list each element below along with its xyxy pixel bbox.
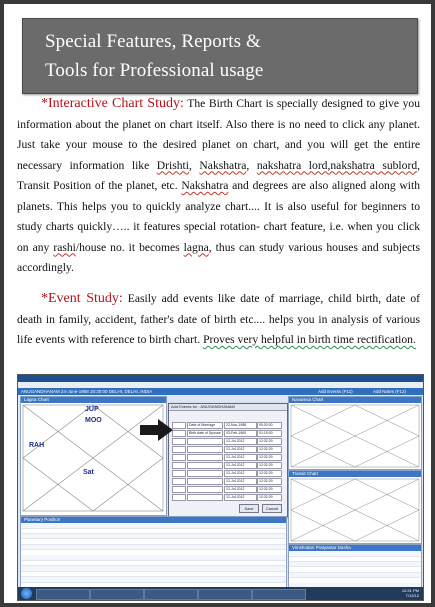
dialog-event-row[interactable] (172, 486, 284, 491)
name-strip-text: ANUGANDHANAM 24-June-1958 10:30:00 DELHI, DELHI, INDIA (21, 389, 153, 394)
interactive-text-1: The Birth Chart is specially designed to give you information about the planet on chart itself. Also there is no need to click any planet. Just take your mouse to the desired planet on chart, and you will get the entire necessary information like (17, 97, 420, 172)
event-checkbox[interactable] (172, 462, 186, 469)
event-select[interactable] (187, 454, 223, 461)
lagna-chart-pane[interactable] (20, 396, 167, 516)
event-time-field[interactable]: 12:32:29 (257, 478, 282, 485)
event-select[interactable]: Date of Marriage (187, 422, 223, 429)
taskbar-item[interactable] (144, 589, 198, 600)
event-date-field[interactable]: 12-Jul-2012 (224, 446, 257, 453)
taskbar-item[interactable] (252, 589, 306, 600)
event-date-field[interactable]: 12-Jul-2012 (224, 470, 257, 477)
nakshatra-lord-word: nakshatra lord,nakshatra sublord (256, 158, 418, 172)
event-heading: *Event Study: (41, 291, 123, 306)
name-strip (18, 388, 423, 395)
taskbar-clock (402, 589, 419, 598)
transit-chart-diagram[interactable] (289, 477, 421, 543)
event-select[interactable]: Birth date of Spouse (187, 430, 223, 437)
event-study-section (17, 289, 420, 351)
event-checkbox[interactable] (172, 478, 186, 485)
event-select[interactable] (187, 470, 223, 477)
event-text-1: Easily add events like date of marriage, child birth, date of death in family, accident, father's date of birth etc.... helps you in analysis of various life events with reference to birth chart. (17, 292, 420, 346)
software-screenshot (17, 374, 424, 601)
planet-rah[interactable]: RAH (29, 442, 45, 449)
interactive-heading: *Interactive Chart Study: (41, 96, 184, 111)
lagna-word: lagna (183, 240, 209, 254)
event-time-field[interactable]: 00:00:00 (257, 422, 282, 429)
event-text-proves: Proves very helpful in birth time rectification. (203, 333, 416, 346)
dialog-save-button[interactable]: Save (239, 504, 259, 513)
dialog-event-row[interactable] (172, 446, 284, 451)
event-date-field[interactable]: 12-Jul-2012 (224, 462, 257, 469)
planetary-position-title: Planetary Position (21, 517, 286, 523)
interactive-chart-study-section (17, 94, 420, 279)
dasha-title: Vimshottari Pratyantar Dasha (289, 545, 421, 551)
event-select[interactable] (187, 462, 223, 469)
dialog-event-row[interactable] (172, 454, 284, 459)
planet-moo[interactable]: MOO (85, 417, 102, 424)
event-time-field[interactable]: 12:32:29 (257, 454, 282, 461)
dasha-table[interactable] (288, 544, 422, 588)
document-page (4, 4, 431, 603)
navamsa-chart-title: Navamsa Chart (289, 397, 421, 403)
add-notes-button[interactable]: Add Notes (F12) (373, 389, 407, 394)
navamsa-chart-pane[interactable] (288, 396, 422, 470)
event-date-field[interactable]: 12-Jul-2012 (224, 454, 257, 461)
event-date-field[interactable]: 12-Jul-2012 (224, 486, 257, 493)
start-button-icon[interactable] (21, 588, 32, 599)
dialog-event-row[interactable] (172, 462, 284, 467)
planetary-position-table[interactable] (20, 516, 287, 588)
event-time-field[interactable]: 12:32:29 (257, 438, 282, 445)
event-checkbox[interactable] (172, 470, 186, 477)
event-select[interactable] (187, 478, 223, 485)
interactive-text-2: , Transit Position of the planet, etc. (17, 158, 421, 192)
taskbar-item[interactable] (90, 589, 144, 600)
event-checkbox[interactable] (172, 454, 186, 461)
event-select[interactable] (187, 494, 223, 501)
event-time-field[interactable]: 01:15:00 (257, 430, 282, 437)
interactive-text-3: and degrees are also aligned along with planets. This helps you to quickly analyze chart.... It is also useful for beginners to study charts quickly….. it features special rotation- chart feature, i.e. when you click on any (17, 179, 420, 254)
event-time-field[interactable]: 12:32:29 (257, 470, 282, 477)
add-events-button[interactable]: Add Events (F11) (318, 389, 353, 394)
clock-time: 12:31 PM (401, 588, 419, 593)
event-checkbox[interactable] (172, 446, 186, 453)
planet-sat[interactable]: Sat (83, 469, 94, 476)
title-line-2: Tools for Professional usage (45, 60, 264, 81)
nakshatra-word-2: Nakshatra (181, 179, 229, 192)
event-checkbox[interactable] (172, 486, 186, 493)
event-date-field[interactable]: 03-Feb-1960 (224, 430, 257, 437)
interactive-text-4: /house no. it becomes (75, 240, 184, 254)
nakshatra-word: Nakshatra (199, 158, 247, 172)
dialog-event-row[interactable] (172, 430, 284, 435)
pointer-arrow-icon (140, 419, 174, 441)
event-paragraph (17, 289, 420, 351)
event-date-field[interactable]: 12-Jul-2012 (224, 438, 257, 445)
event-time-field[interactable]: 12:32:29 (257, 446, 282, 453)
transit-chart-title: Transit Chart (289, 471, 421, 477)
navamsa-chart-diagram[interactable] (289, 403, 421, 469)
dialog-event-row[interactable] (172, 470, 284, 475)
event-select[interactable] (187, 438, 223, 445)
rashi-word: rashi (53, 240, 76, 254)
title-banner (22, 18, 418, 94)
dialog-event-row[interactable] (172, 438, 284, 443)
drishti-word: Drishti (156, 158, 189, 172)
event-time-field[interactable]: 12:32:29 (257, 462, 282, 469)
event-select[interactable] (187, 486, 223, 493)
event-time-field[interactable]: 12:32:29 (257, 486, 282, 493)
dialog-event-row[interactable] (172, 422, 284, 427)
dialog-event-row[interactable] (172, 494, 284, 499)
event-checkbox[interactable] (172, 422, 186, 429)
transit-chart-pane[interactable] (288, 470, 422, 544)
dialog-cancel-button[interactable]: Cancel (262, 504, 282, 513)
event-time-field[interactable]: 12:32:29 (257, 494, 282, 501)
taskbar-item[interactable] (198, 589, 252, 600)
add-events-dialog (168, 403, 288, 517)
clock-date: 7/12/12 (405, 592, 419, 598)
planetary-position-rows (21, 523, 286, 587)
dialog-title: Add Events for : ANUGANDHANAM (169, 404, 287, 411)
sep-1: , (246, 158, 257, 172)
event-date-field[interactable]: 22-Nov-1988 (224, 422, 257, 429)
interactive-paragraph: *Interactive Chart Study: The Birth Chart is specially designed to give you information about the planet on chart itself. Also there is no need to click any planet. Just take your mouse to the desired planet on chart, and you will get the entire necessary information like Drishti, Nakshatra, nakshatra lord,nakshatra sublord, Transit Position of the planet, etc. Nakshatra and degrees are also aligned along with planets. This helps you to quickly analyze chart.... It is also useful for beginners to study charts quickly….. it features special rotation- chart feature, i.e. when you click on any rashi/house no. it becomes lagna, thus can study various houses and subjects accordingly. (17, 96, 421, 274)
dasha-rows (289, 551, 421, 587)
lagna-chart-title: Lagna Chart (21, 397, 166, 403)
planet-jup[interactable]: JUP (85, 406, 99, 413)
dialog-event-row[interactable] (172, 478, 284, 483)
interactive-text-5: , thus can study various houses and subjects accordingly. (17, 240, 421, 274)
app-title-bar (18, 375, 423, 382)
taskbar-item[interactable] (36, 589, 90, 600)
event-select[interactable] (187, 446, 223, 453)
event-checkbox[interactable] (172, 430, 186, 437)
windows-taskbar (18, 587, 423, 600)
event-date-field[interactable]: 12-Jul-2012 (224, 494, 257, 501)
event-checkbox[interactable] (172, 438, 186, 445)
event-checkbox[interactable] (172, 494, 186, 501)
event-date-field[interactable]: 12-Jul-2012 (224, 478, 257, 485)
title-line-1: Special Features, Reports & (45, 31, 261, 52)
